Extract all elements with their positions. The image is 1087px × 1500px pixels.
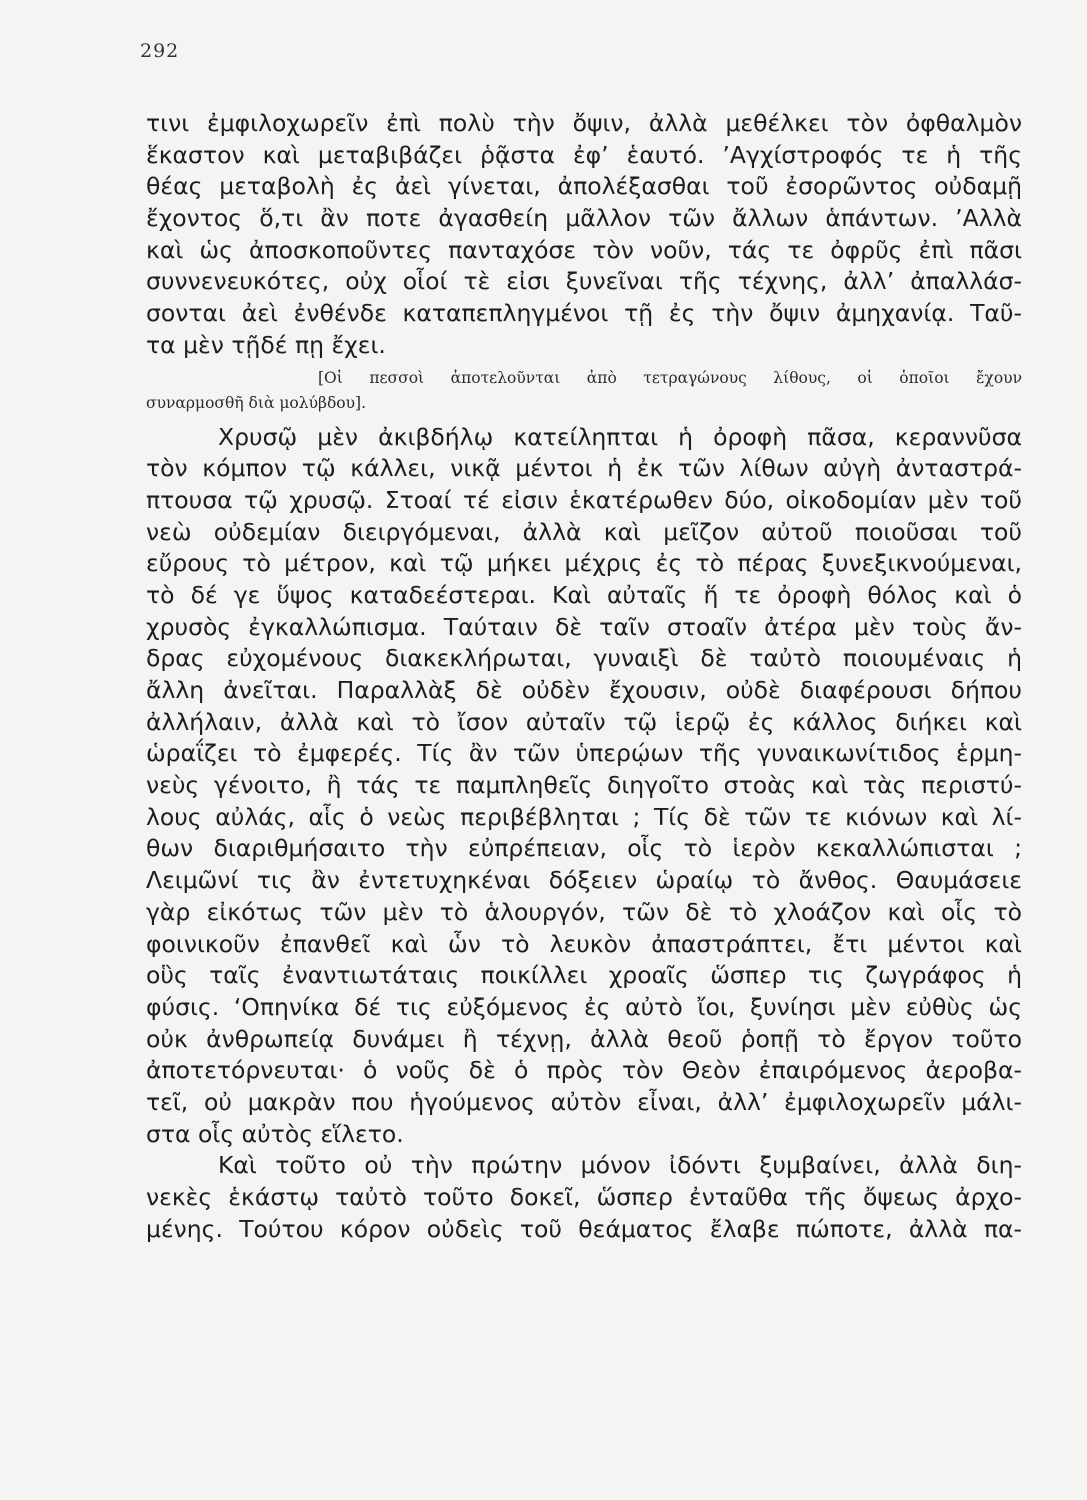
text-line: νεὺς γένοιτο, ἢ τάς τε παμπληθεῖς διηγοῖτο στοὰς καὶ τὰς περιστύ- xyxy=(146,771,1022,800)
text-line: Λειμῶνί τις ἂν ἐντετυχηκέναι δόξειεν ὡραίῳ τὸ ἄνθος. Θαυμάσειε xyxy=(146,866,1022,895)
text-line: τινι ἐμφιλοχωρεῖν ἐπὶ πολὺ τὴν ὄψιν, ἀλλὰ μεθέλκει τὸν ὀφθαλμὸν xyxy=(146,109,1022,137)
bracketed-note xyxy=(146,366,1022,416)
text-line: σονται ἀεὶ ἐνθένδε καταπεπληγμένοι τῇ ἐς τὴν ὄψιν ἀμηχανίᾳ. Ταῦ- xyxy=(146,299,1022,328)
text-line: λους αὐλάς, αἷς ὁ νεὼς περιβέβληται ; Τίς δὲ τῶν τε κιόνων καὶ λί- xyxy=(146,802,1022,831)
text-line: τὸ δέ γε ὕψος καταδεέστεραι. Καὶ αὐταῖς ἥ τε ὀροφὴ θόλος καὶ ὁ xyxy=(146,580,1022,609)
text-line: ὡραΐζει τὸ ἐμφερές. Τίς ἂν τῶν ὑπερῴων τῆς γυναικωνίτιδος ἑρμη- xyxy=(146,739,1022,768)
paragraph-1 xyxy=(146,108,1022,362)
text-line: ἀποτετόρνευται· ὁ νοῦς δὲ ὁ πρὸς τὸν Θεὸν ἐπαιρόμενος ἀεροβα- xyxy=(146,1056,1022,1085)
text-line: φύσις. ‘Οπηνίκα δέ τις εὐξόμενος ἐς αὐτὸ ἴοι, ξυνίησι μὲν εὐθὺς ὡς xyxy=(146,992,1022,1021)
text-line: Χρυσῷ μὲν ἀκιβδήλῳ κατείληπται ἡ ὀροφὴ πᾶσα, κεραννῦσα xyxy=(218,422,1022,451)
text-line: τα μὲν τῇδέ πῃ ἔχει. xyxy=(146,330,386,359)
text-line: φοινικοῦν ἐπανθεῖ καὶ ὧν τὸ λευκὸν ἀπαστράπτει, ἔτι μέντοι καὶ xyxy=(146,929,1022,958)
text-line: τεῖ, οὐ μακρὰν που ἡγούμενος αὐτὸν εἶναι, ἀλλ’ ἐμφιλοχωρεῖν μάλι- xyxy=(146,1087,1022,1116)
text-line: ἀλλήλαιν, ἀλλὰ καὶ τὸ ἴσον αὐταῖν τῷ ἱερῷ ἐς κάλλος διήκει καὶ xyxy=(146,707,1022,736)
text-line: εὔρους τὸ μέτρον, καὶ τῷ μήκει μέχρις ἐς τὸ πέρας ξυνεξικνούμεναι, xyxy=(146,549,1022,578)
text-line: ἄλλη ἀνεῖται. Παραλλὰξ δὲ οὐδὲν ἔχουσιν, οὐδὲ διαφέρουσι δήπου xyxy=(146,676,1022,704)
text-line: Καὶ τοῦτο οὐ τὴν πρώτην μόνον ἰδόντι ξυμβαίνει, ἀλλὰ διη- xyxy=(218,1151,1022,1180)
text-line: οὓς ταῖς ἐναντιωτάταις ποικίλλει χροαῖς ὥσπερ τις ζωγράφος ἡ xyxy=(146,961,1022,990)
text-line: θων διαριθμήσαιτο τὴν εὐπρέπειαν, οἷς τὸ ἱερὸν κεκαλλώπισται ; xyxy=(146,834,1022,863)
paragraph-3 xyxy=(146,1150,1022,1245)
text-line: δρας εὐχομένους διακεκλήρωται, γυναιξὶ δὲ ταὐτὸ ποιουμέναις ἡ xyxy=(146,644,1022,673)
text-line: οὐκ ἀνθρωπείᾳ δυνάμει ἢ τέχνῃ, ἀλλὰ θεοῦ ῥοπῇ τὸ ἔργον τοῦτο xyxy=(146,1024,1022,1053)
text-line: καὶ ὡς ἀποσκοποῦντες πανταχόσε τὸν νοῦν, τάς τε ὀφρῦς ἐπὶ πᾶσι xyxy=(146,235,1022,264)
text-line: ἕκαστον καὶ μεταβιβάζει ῥᾷστα ἐφ’ ἑαυτό. ’Αγχίστροφός τε ἡ τῆς xyxy=(146,140,1022,169)
text-line: συννενευκότες, οὐχ οἷοί τὲ εἰσι ξυνεῖναι τῆς τέχνης, ἀλλ’ ἀπαλλάσ- xyxy=(146,267,1022,296)
text-body xyxy=(146,108,1022,1245)
text-line: νεκὲς ἑκάστῳ ταὐτὸ τοῦτο δοκεῖ, ὥσπερ ἐνταῦθα τῆς ὄψεως ἀρχο- xyxy=(146,1183,1022,1211)
text-line: ἔχοντος ὅ,τι ἂν ποτε ἀγασθείη μᾶλλον τῶν ἄλλων ἁπάντων. ’Αλλὰ xyxy=(146,204,1022,233)
text-line: χρυσὸς ἐγκαλλώπισμα. Ταύταιν δὲ ταῖν στοαῖν ἀτέρα μὲν τοὺς ἄν- xyxy=(146,612,1022,641)
text-line: πτουσα τῷ χρυσῷ. Στοαί τέ εἰσιν ἑκατέρωθεν δύο, οἰκοδομίαν μὲν τοῦ xyxy=(146,485,1022,514)
paragraph-2 xyxy=(146,422,1022,1151)
text-line: στα οἷς αὐτὸς εἵλετο. xyxy=(146,1119,404,1148)
note-line: [Οἱ πεσσοὶ ἀποτελοῦνται ἀπὸ τετραγώνους λίθους, οἱ ὁποῖοι ἔχουν xyxy=(318,368,1022,387)
text-line: θέας μεταβολὴ ἐς ἀεὶ γίνεται, ἀπολέξασθαι τοῦ ἐσορῶντος οὐδαμῇ xyxy=(146,172,1022,201)
text-line: μένης. Τούτου κόρον οὐδεὶς τοῦ θεάματος ἔλαβε πώποτε, ἀλλὰ πα- xyxy=(146,1214,1022,1243)
text-line: τὸν κόμπον τῷ κάλλει, νικᾷ μέντοι ἡ ἐκ τῶν λίθων αὐγὴ ἀνταστρά- xyxy=(146,454,1022,483)
note-line: συναρμοσθῆ διὰ μολύβδου]. xyxy=(146,393,367,412)
text-line: γὰρ εἰκότως τῶν μὲν τὸ ἁλουργόν, τῶν δὲ τὸ χλοάζον καὶ οἷς τὸ xyxy=(146,897,1022,926)
page-number: 292 xyxy=(140,40,180,62)
text-line: νεὼ οὐδεμίαν διειργόμεναι, ἀλλὰ καὶ μεῖζον αὐτοῦ ποιοῦσαι τοῦ xyxy=(146,517,1022,546)
